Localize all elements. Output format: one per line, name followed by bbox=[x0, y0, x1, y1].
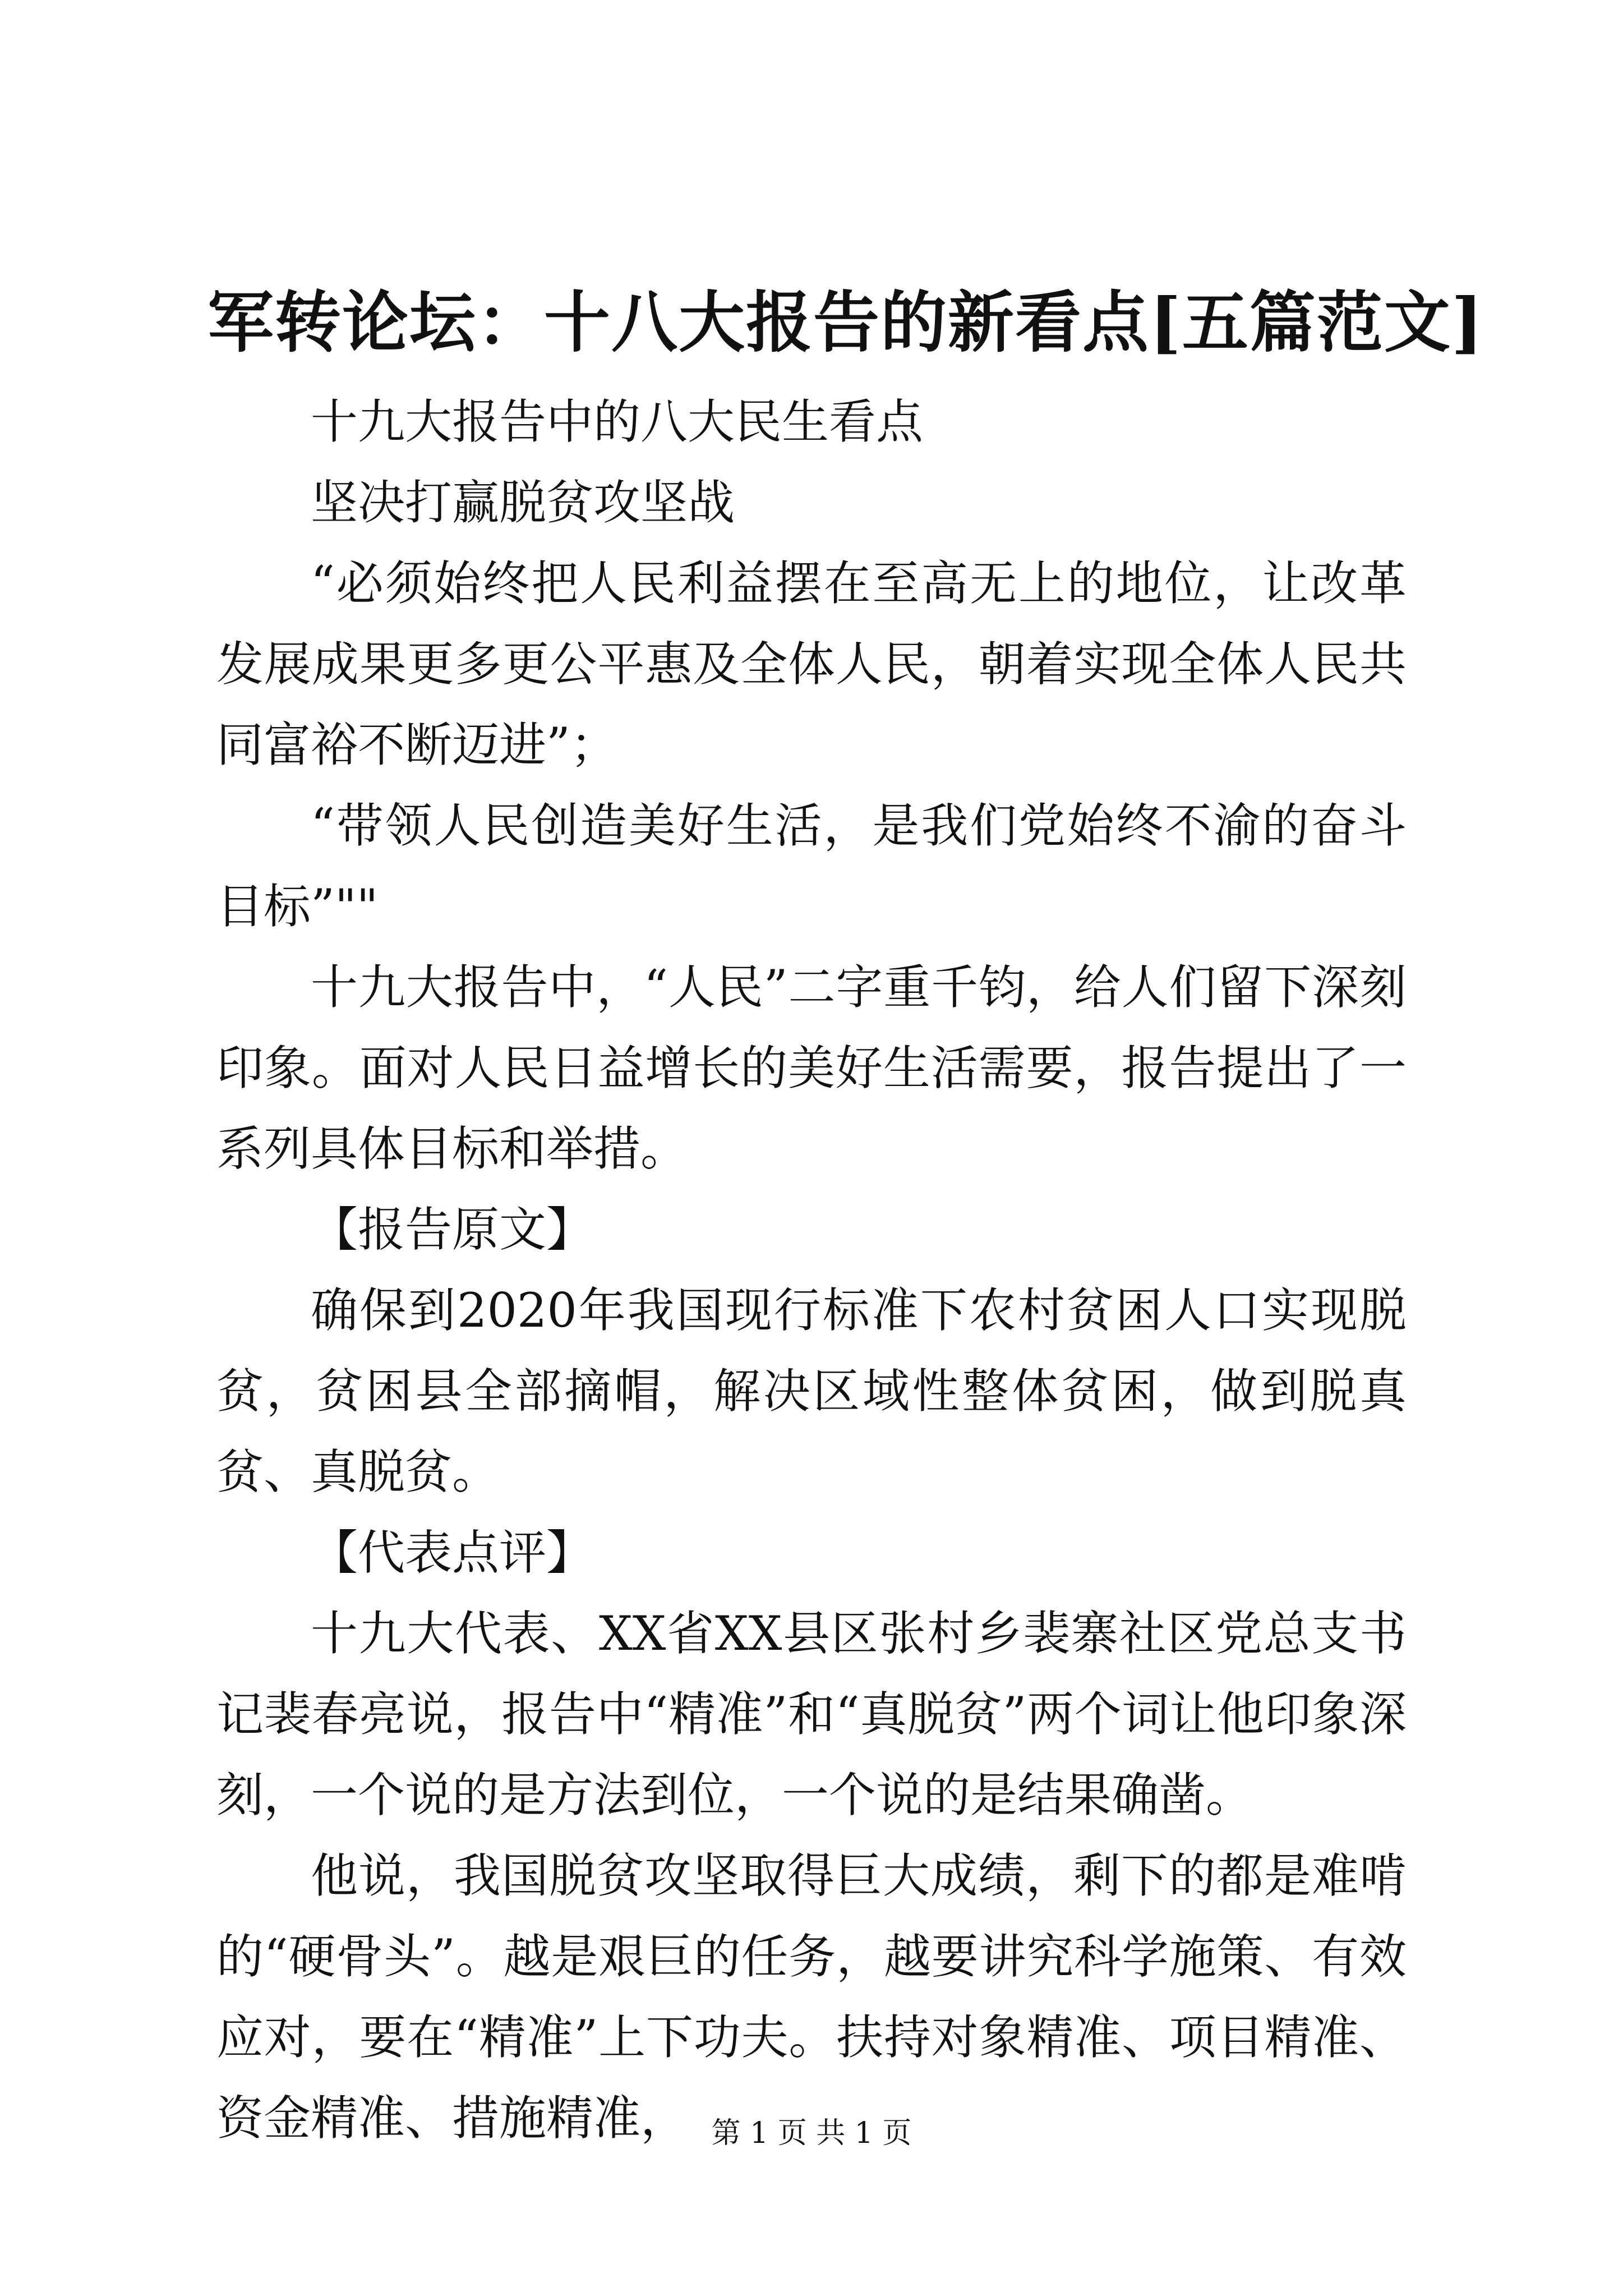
paragraph: 十九大报告中的八大民生看点 bbox=[311, 394, 924, 449]
paragraph: 十九大代表、XX省XX县区张村乡裴寨社区党总支书记裴春亮说，报告中“精准”和“真脱贫”两个词让他印象深刻，一个说的是方法到位，一个说的是结果确凿。 bbox=[216, 1606, 1407, 1823]
section-heading: 【报告原文】 bbox=[311, 1202, 594, 1257]
paragraph: 他说，我国脱贫攻坚取得巨大成绩，剩下的都是难啃的“硬骨头”。越是艰巨的任务，越要讲究科学施策、有效应对，要在“精准”上下功夫。扶持对象精准、项目精准、资金精准、措施精准， bbox=[216, 1848, 1407, 2146]
section-heading: 【代表点评】 bbox=[311, 1525, 594, 1580]
paragraph: 确保到2020年我国现行标准下农村贫困人口实现脱贫，贫困县全部摘帽，解决区域性整体贫困，做到脱真贫、真脱贫。 bbox=[216, 1283, 1407, 1499]
document-body bbox=[216, 381, 1407, 2159]
page-footer: 第 1 页 共 1 页 bbox=[711, 2116, 912, 2150]
paragraph: “必须始终把人民利益摆在至高无上的地位，让改革发展成果更多更公平惠及全体人民，朝着实现全体人民共同富裕不断迈进”； bbox=[216, 556, 1407, 772]
paragraph: 坚决打赢脱贫攻坚战 bbox=[311, 475, 735, 530]
paragraph: “带领人民创造美好生活，是我们党始终不渝的奋斗目标”"" bbox=[216, 798, 1407, 934]
document-title: 军转论坛：十八大报告的新看点[五篇范文] bbox=[208, 283, 1484, 361]
paragraph: 十九大报告中，“人民”二字重千钧，给人们留下深刻印象。面对人民日益增长的美好生活需要，报告提出了一系列具体目标和举措。 bbox=[216, 960, 1407, 1176]
